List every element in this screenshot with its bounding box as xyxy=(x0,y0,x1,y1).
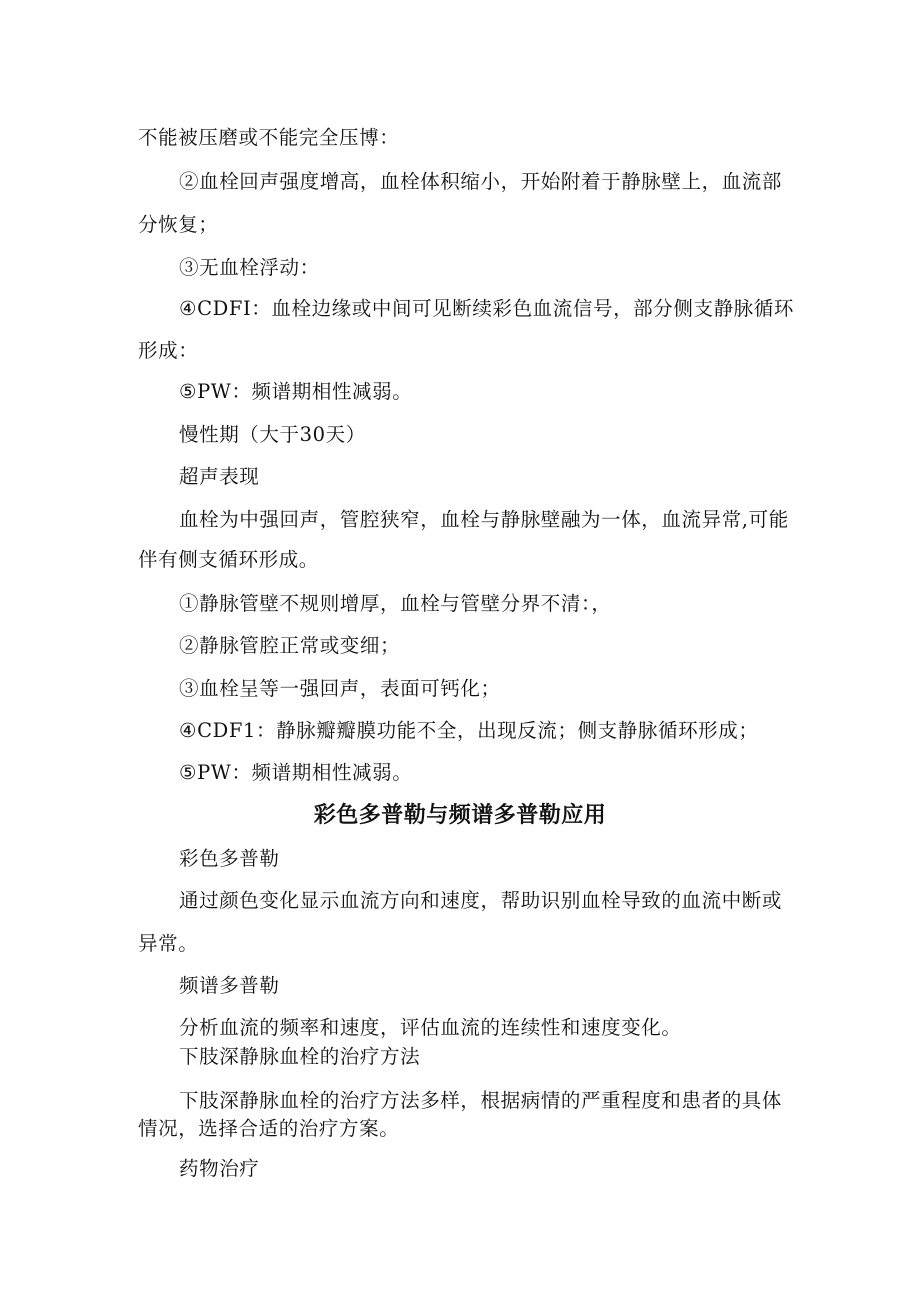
section-title-treatment: 下肢深静脉血栓的治疗方法 xyxy=(179,1045,421,1068)
text-line: 不能被压磨或不能完全压博： xyxy=(138,126,400,149)
text-line: ⑤PW：频谱期相性减弱。 xyxy=(179,380,413,403)
section-title-chronic-stage: 慢性期（大于30天） xyxy=(179,423,366,446)
text-line: ①静脉管壁不规则增厚，血栓与管壁分界不清：， xyxy=(179,592,612,615)
text-line: ②静脉管腔正常或变细； xyxy=(179,634,401,657)
subsection-title-spectral-doppler: 频谱多普勒 xyxy=(179,974,280,997)
text-line: 血栓为中强回声，管腔狭窄，血栓与静脉壁融为一体，血流异常,可能 xyxy=(179,508,789,531)
section-heading-doppler: 彩色多普勒与频谱多普勒应用 xyxy=(313,803,607,828)
text-line: ②血栓回声强度增高，血栓体积缩小，开始附着于静脉壁上，血流部 xyxy=(179,170,783,193)
text-line: ⑤PW：频谱期相性减弱。 xyxy=(179,761,413,784)
text-line: ③血栓呈等一强回声，表面可钙化； xyxy=(179,677,501,700)
text-line: 分析血流的频率和速度，评估血流的连续性和速度变化。 xyxy=(179,1016,682,1039)
subsection-title-ultrasound: 超声表现 xyxy=(179,465,260,488)
text-line: 下肢深静脉血栓的治疗方法多样，根据病情的严重程度和患者的具体 xyxy=(179,1089,783,1112)
subsection-title-drug-therapy: 药物治疗 xyxy=(179,1157,260,1180)
subsection-title-color-doppler: 彩色多普勒 xyxy=(179,847,280,870)
text-line: 分恢复； xyxy=(138,213,219,236)
text-line: ④CDF1：静脉瓣瓣膜功能不全，出现反流；侧支静脉循环形成； xyxy=(179,719,759,742)
text-line: 形成： xyxy=(138,339,199,362)
text-line: ④CDFI：血栓边缘或中间可见断续彩色血流信号，部分侧支静脉循环 xyxy=(179,297,794,320)
text-line: 异常。 xyxy=(138,932,199,955)
text-line: ③无血栓浮动： xyxy=(179,256,320,279)
text-line: 通过颜色变化显示血流方向和速度，帮助识别血栓导致的血流中断或 xyxy=(179,889,783,912)
text-line: 情况，选择合适的治疗方案。 xyxy=(138,1117,400,1140)
text-line: 伴有侧支循环形成。 xyxy=(138,548,319,571)
